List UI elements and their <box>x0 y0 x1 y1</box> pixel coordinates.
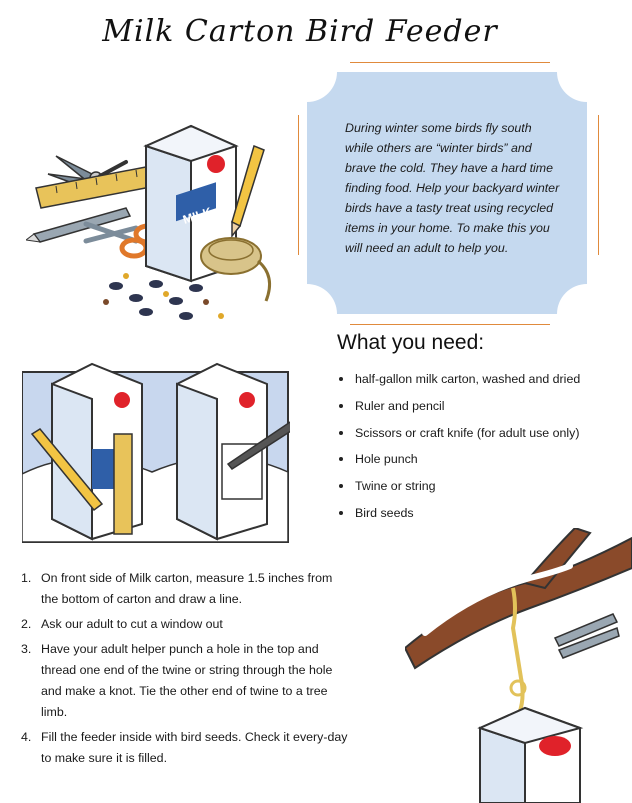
frame-bottom-line <box>350 324 550 325</box>
needs-list <box>337 366 627 527</box>
what-you-need-heading: What you need: <box>337 331 485 354</box>
steps-list <box>21 568 351 773</box>
step-text: Fill the feeder inside with bird seeds. Check it every-day to make sure it is filled. <box>41 730 348 765</box>
supplies-illustration <box>26 116 296 338</box>
frame-right-line <box>598 115 599 255</box>
frame-top-line <box>350 62 550 63</box>
list-item: half-gallon milk carton, washed and dried <box>337 366 627 393</box>
step-number: 4. <box>21 730 32 744</box>
step-text: Have your adult helper punch a hole in the top and thread one end of the twine or string through the hole and make a knot. Tie the other end of twine to a tree limb. <box>41 642 333 719</box>
page-title: Milk Carton Bird Feeder <box>102 14 498 49</box>
ruler-icon <box>114 434 132 534</box>
tree-branch-icon <box>405 528 632 668</box>
list-item: Hole punch <box>337 446 627 473</box>
list-item <box>21 614 351 635</box>
list-item: Ruler and pencil <box>337 393 627 420</box>
svg-text:MILK: MILK <box>181 204 214 227</box>
list-item <box>21 727 351 769</box>
list-item <box>21 568 351 610</box>
step-number: 1. <box>21 571 32 585</box>
list-item: Scissors or craft knife (for adult use only) <box>337 420 627 447</box>
step-text: Ask our adult to cut a window out <box>41 617 223 631</box>
step-number: 3. <box>21 642 32 656</box>
hanging-feeder-illustration <box>405 528 632 803</box>
frame-left-line <box>298 115 299 255</box>
bird-seeds-icon <box>103 273 224 320</box>
craft-knife-icon <box>26 208 130 242</box>
measuring-cartons-illustration <box>22 354 290 546</box>
step-number: 2. <box>21 617 32 631</box>
twine-icon <box>201 238 270 301</box>
list-item <box>21 639 351 723</box>
intro-paragraph: During winter some birds fly south while others are “winter birds” and brave the cold. They have a hard time finding food. Help your backyard winter birds have a tasty treat using recycled items in your home. To make this you will need an adult to help you. <box>345 121 560 255</box>
list-item: Bird seeds <box>337 500 627 527</box>
step-text: On front side of Milk carton, measure 1.5 inches from the bottom of carton and draw a line. <box>41 571 333 606</box>
milk-carton-icon <box>480 708 580 803</box>
list-item: Twine or string <box>337 473 627 500</box>
clothespin-icon <box>555 614 619 658</box>
